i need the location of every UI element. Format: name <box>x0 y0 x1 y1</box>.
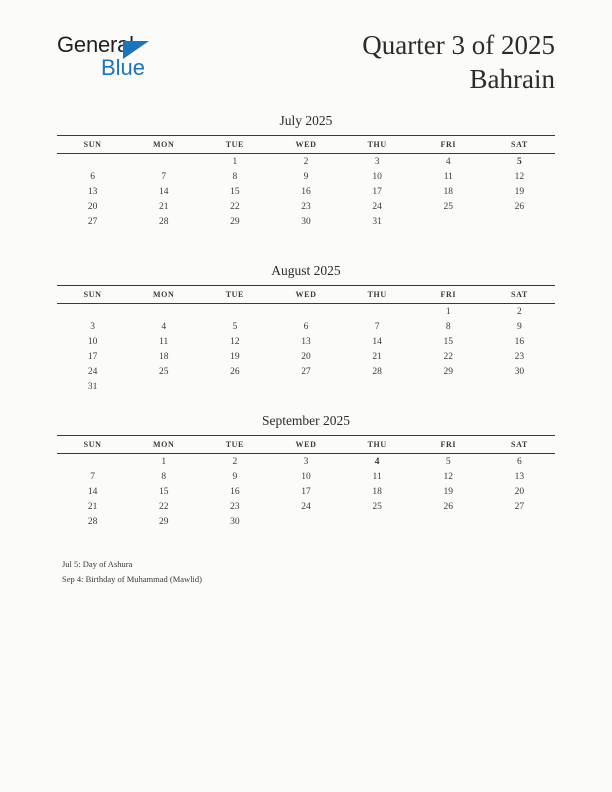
day-cell-28[interactable]: 28 <box>372 366 382 377</box>
day-cell-3[interactable]: 3 <box>90 321 95 332</box>
day-cell-6[interactable]: 6 <box>303 321 309 332</box>
day-cell-30[interactable]: 30 <box>230 516 240 527</box>
weekday-header-sat: SAT <box>484 436 555 454</box>
day-cell-empty <box>270 514 341 529</box>
week-row <box>57 514 555 529</box>
day-cell-9[interactable]: 9 <box>232 471 238 482</box>
day-cell-19[interactable]: 19 <box>514 186 525 197</box>
week-row <box>57 169 555 184</box>
day-cell-2[interactable]: 2 <box>303 156 309 167</box>
day-cell-empty <box>270 379 341 394</box>
day-cell-13[interactable]: 13 <box>87 186 98 197</box>
calendar-body <box>57 304 555 395</box>
week-row <box>57 349 555 364</box>
day-cell-27[interactable]: 27 <box>87 216 98 227</box>
week-row <box>57 469 555 484</box>
day-cell-empty <box>199 304 270 320</box>
week-row <box>57 484 555 499</box>
month-title: July 2025 <box>279 113 333 128</box>
day-cell-21[interactable]: 21 <box>87 501 98 512</box>
day-cell-11[interactable]: 11 <box>372 471 382 482</box>
day-cell-10[interactable]: 10 <box>372 171 382 182</box>
day-cell-empty <box>57 304 128 320</box>
day-cell-5[interactable]: 5 <box>232 321 238 332</box>
day-cell-12[interactable]: 12 <box>514 171 525 182</box>
day-cell-1[interactable]: 1 <box>161 456 167 467</box>
day-cell-17[interactable]: 17 <box>372 186 382 197</box>
day-cell-empty <box>342 379 413 394</box>
weekday-header-fri: FRI <box>413 286 484 304</box>
day-cell-14[interactable]: 14 <box>87 486 98 497</box>
day-cell-28[interactable]: 28 <box>87 516 98 527</box>
day-cell-25[interactable]: 25 <box>443 201 454 212</box>
day-cell-7[interactable]: 7 <box>374 321 380 332</box>
day-cell-23[interactable]: 23 <box>514 351 525 362</box>
day-cell-8[interactable]: 8 <box>161 471 167 482</box>
day-cell-18[interactable]: 18 <box>158 351 169 362</box>
day-cell-12[interactable]: 12 <box>443 471 454 482</box>
weekday-header-mon: MON <box>128 286 199 304</box>
day-cell-1[interactable]: 1 <box>232 156 238 167</box>
day-cell-26[interactable]: 26 <box>514 201 525 212</box>
week-row <box>57 454 555 470</box>
weekday-header-mon: MON <box>128 136 199 154</box>
weekday-header-thu: THU <box>342 136 413 154</box>
day-cell-empty <box>413 514 484 529</box>
calendar-table <box>57 435 555 529</box>
weekday-header-wed: WED <box>270 436 341 454</box>
day-cell-4[interactable]: 4 <box>374 456 380 467</box>
day-cell-16[interactable]: 16 <box>301 186 311 197</box>
title-block <box>362 28 555 96</box>
day-cell-22[interactable]: 22 <box>230 201 240 212</box>
day-cell-empty <box>128 154 199 170</box>
day-cell-17[interactable]: 17 <box>87 351 98 362</box>
weekday-header-row <box>57 436 555 454</box>
holiday-note-1: Sep 4: Birthday of Muhammad (Mawlid) <box>62 574 202 584</box>
day-cell-8[interactable]: 8 <box>232 171 238 182</box>
day-cell-14[interactable]: 14 <box>158 186 169 197</box>
weekday-header-row <box>57 286 555 304</box>
day-cell-28[interactable]: 28 <box>158 216 169 227</box>
weekday-header-sun: SUN <box>57 286 128 304</box>
day-cell-empty <box>484 214 555 229</box>
day-cell-26[interactable]: 26 <box>230 366 240 377</box>
day-cell-7[interactable]: 7 <box>90 471 95 482</box>
day-cell-29[interactable]: 29 <box>230 216 240 227</box>
page-subtitle: Bahrain <box>469 64 555 94</box>
week-row <box>57 334 555 349</box>
day-cell-24[interactable]: 24 <box>87 366 98 377</box>
day-cell-25[interactable]: 25 <box>372 501 382 512</box>
weekday-header-wed: WED <box>270 136 341 154</box>
week-row <box>57 184 555 199</box>
day-cell-1[interactable]: 1 <box>445 306 451 317</box>
calendar-header-row <box>57 136 555 154</box>
day-cell-6[interactable]: 6 <box>90 171 95 182</box>
holiday-notes <box>62 557 542 587</box>
weekday-header-thu: THU <box>342 436 413 454</box>
calendar-header-row <box>57 436 555 454</box>
calendar-header-row <box>57 286 555 304</box>
day-cell-10[interactable]: 10 <box>87 336 98 347</box>
day-cell-2[interactable]: 2 <box>517 306 522 317</box>
weekday-header-fri: FRI <box>413 136 484 154</box>
day-cell-empty <box>199 379 270 394</box>
week-row <box>57 364 555 379</box>
logo-text-general: General <box>57 32 134 57</box>
day-cell-20[interactable]: 20 <box>301 351 311 362</box>
calendar-body <box>57 154 555 230</box>
day-cell-25[interactable]: 25 <box>158 366 169 377</box>
day-cell-17[interactable]: 17 <box>301 486 311 497</box>
day-cell-10[interactable]: 10 <box>301 471 311 482</box>
day-cell-29[interactable]: 29 <box>158 516 169 527</box>
month-title: August 2025 <box>271 263 341 278</box>
day-cell-6[interactable]: 6 <box>517 456 522 467</box>
general-blue-logo[interactable] <box>57 32 257 88</box>
day-cell-30[interactable]: 30 <box>301 216 311 227</box>
day-cell-empty <box>57 154 128 170</box>
day-cell-11[interactable]: 11 <box>443 171 453 182</box>
day-cell-31[interactable]: 31 <box>87 381 98 392</box>
day-cell-30[interactable]: 30 <box>514 366 525 377</box>
month-block-september <box>57 412 555 529</box>
day-cell-12[interactable]: 12 <box>230 336 240 347</box>
week-row <box>57 379 555 394</box>
logo-text-blue: Blue <box>101 55 146 80</box>
day-cell-27[interactable]: 27 <box>514 501 525 512</box>
page-title: Quarter 3 of 2025 <box>362 30 555 60</box>
day-cell-20[interactable]: 20 <box>87 201 98 212</box>
day-cell-24[interactable]: 24 <box>372 201 382 212</box>
day-cell-4[interactable]: 4 <box>161 321 167 332</box>
month-block-july <box>57 112 555 229</box>
day-cell-16[interactable]: 16 <box>230 486 240 497</box>
day-cell-13[interactable]: 13 <box>514 471 525 482</box>
week-row <box>57 154 555 170</box>
day-cell-13[interactable]: 13 <box>301 336 311 347</box>
day-cell-empty <box>342 304 413 320</box>
day-cell-31[interactable]: 31 <box>372 216 382 227</box>
day-cell-empty <box>484 514 555 529</box>
calendar-table <box>57 285 555 394</box>
day-cell-9[interactable]: 9 <box>517 321 522 332</box>
weekday-header-tue: TUE <box>199 136 270 154</box>
day-cell-empty <box>57 454 128 470</box>
day-cell-23[interactable]: 23 <box>301 201 311 212</box>
week-row <box>57 304 555 320</box>
day-cell-29[interactable]: 29 <box>443 366 454 377</box>
week-row <box>57 499 555 514</box>
day-cell-18[interactable]: 18 <box>372 486 382 497</box>
day-cell-19[interactable]: 19 <box>443 486 454 497</box>
day-cell-empty <box>413 214 484 229</box>
weekday-header-sat: SAT <box>484 286 555 304</box>
day-cell-8[interactable]: 8 <box>445 321 451 332</box>
weekday-header-tue: TUE <box>199 286 270 304</box>
day-cell-22[interactable]: 22 <box>443 351 454 362</box>
day-cell-empty <box>484 379 555 394</box>
day-cell-14[interactable]: 14 <box>372 336 382 347</box>
week-row <box>57 214 555 229</box>
day-cell-24[interactable]: 24 <box>301 501 311 512</box>
day-cell-22[interactable]: 22 <box>158 501 169 512</box>
calendar-body <box>57 454 555 530</box>
day-cell-16[interactable]: 16 <box>514 336 525 347</box>
month-title: September 2025 <box>261 413 351 428</box>
day-cell-3[interactable]: 3 <box>303 456 309 467</box>
day-cell-empty <box>128 379 199 394</box>
day-cell-18[interactable]: 18 <box>443 186 454 197</box>
holiday-note-0: Jul 5: Day of Ashura <box>62 559 133 569</box>
day-cell-5[interactable]: 5 <box>517 156 522 167</box>
day-cell-23[interactable]: 23 <box>230 501 240 512</box>
day-cell-5[interactable]: 5 <box>445 456 451 467</box>
day-cell-21[interactable]: 21 <box>372 351 382 362</box>
day-cell-empty <box>270 304 341 320</box>
weekday-header-sun: SUN <box>57 436 128 454</box>
day-cell-2[interactable]: 2 <box>232 456 238 467</box>
weekday-header-tue: TUE <box>199 436 270 454</box>
calendar-table <box>57 135 555 229</box>
day-cell-19[interactable]: 19 <box>230 351 240 362</box>
day-cell-4[interactable]: 4 <box>445 156 451 167</box>
weekday-header-sun: SUN <box>57 136 128 154</box>
day-cell-15[interactable]: 15 <box>158 486 169 497</box>
weekday-header-sat: SAT <box>484 136 555 154</box>
week-row <box>57 319 555 334</box>
month-block-august <box>57 262 555 394</box>
page-header <box>57 28 555 100</box>
day-cell-20[interactable]: 20 <box>514 486 525 497</box>
day-cell-7[interactable]: 7 <box>161 171 167 182</box>
day-cell-empty <box>342 514 413 529</box>
day-cell-15[interactable]: 15 <box>230 186 240 197</box>
weekday-header-fri: FRI <box>413 436 484 454</box>
weekday-header-wed: WED <box>270 286 341 304</box>
weekday-header-row <box>57 136 555 154</box>
day-cell-empty <box>413 379 484 394</box>
weekday-header-mon: MON <box>128 436 199 454</box>
day-cell-9[interactable]: 9 <box>303 171 309 182</box>
week-row <box>57 199 555 214</box>
day-cell-11[interactable]: 11 <box>159 336 169 347</box>
day-cell-21[interactable]: 21 <box>158 201 169 212</box>
day-cell-3[interactable]: 3 <box>374 156 380 167</box>
day-cell-26[interactable]: 26 <box>443 501 454 512</box>
day-cell-27[interactable]: 27 <box>301 366 311 377</box>
weekday-header-thu: THU <box>342 286 413 304</box>
day-cell-empty <box>128 304 199 320</box>
day-cell-15[interactable]: 15 <box>443 336 454 347</box>
